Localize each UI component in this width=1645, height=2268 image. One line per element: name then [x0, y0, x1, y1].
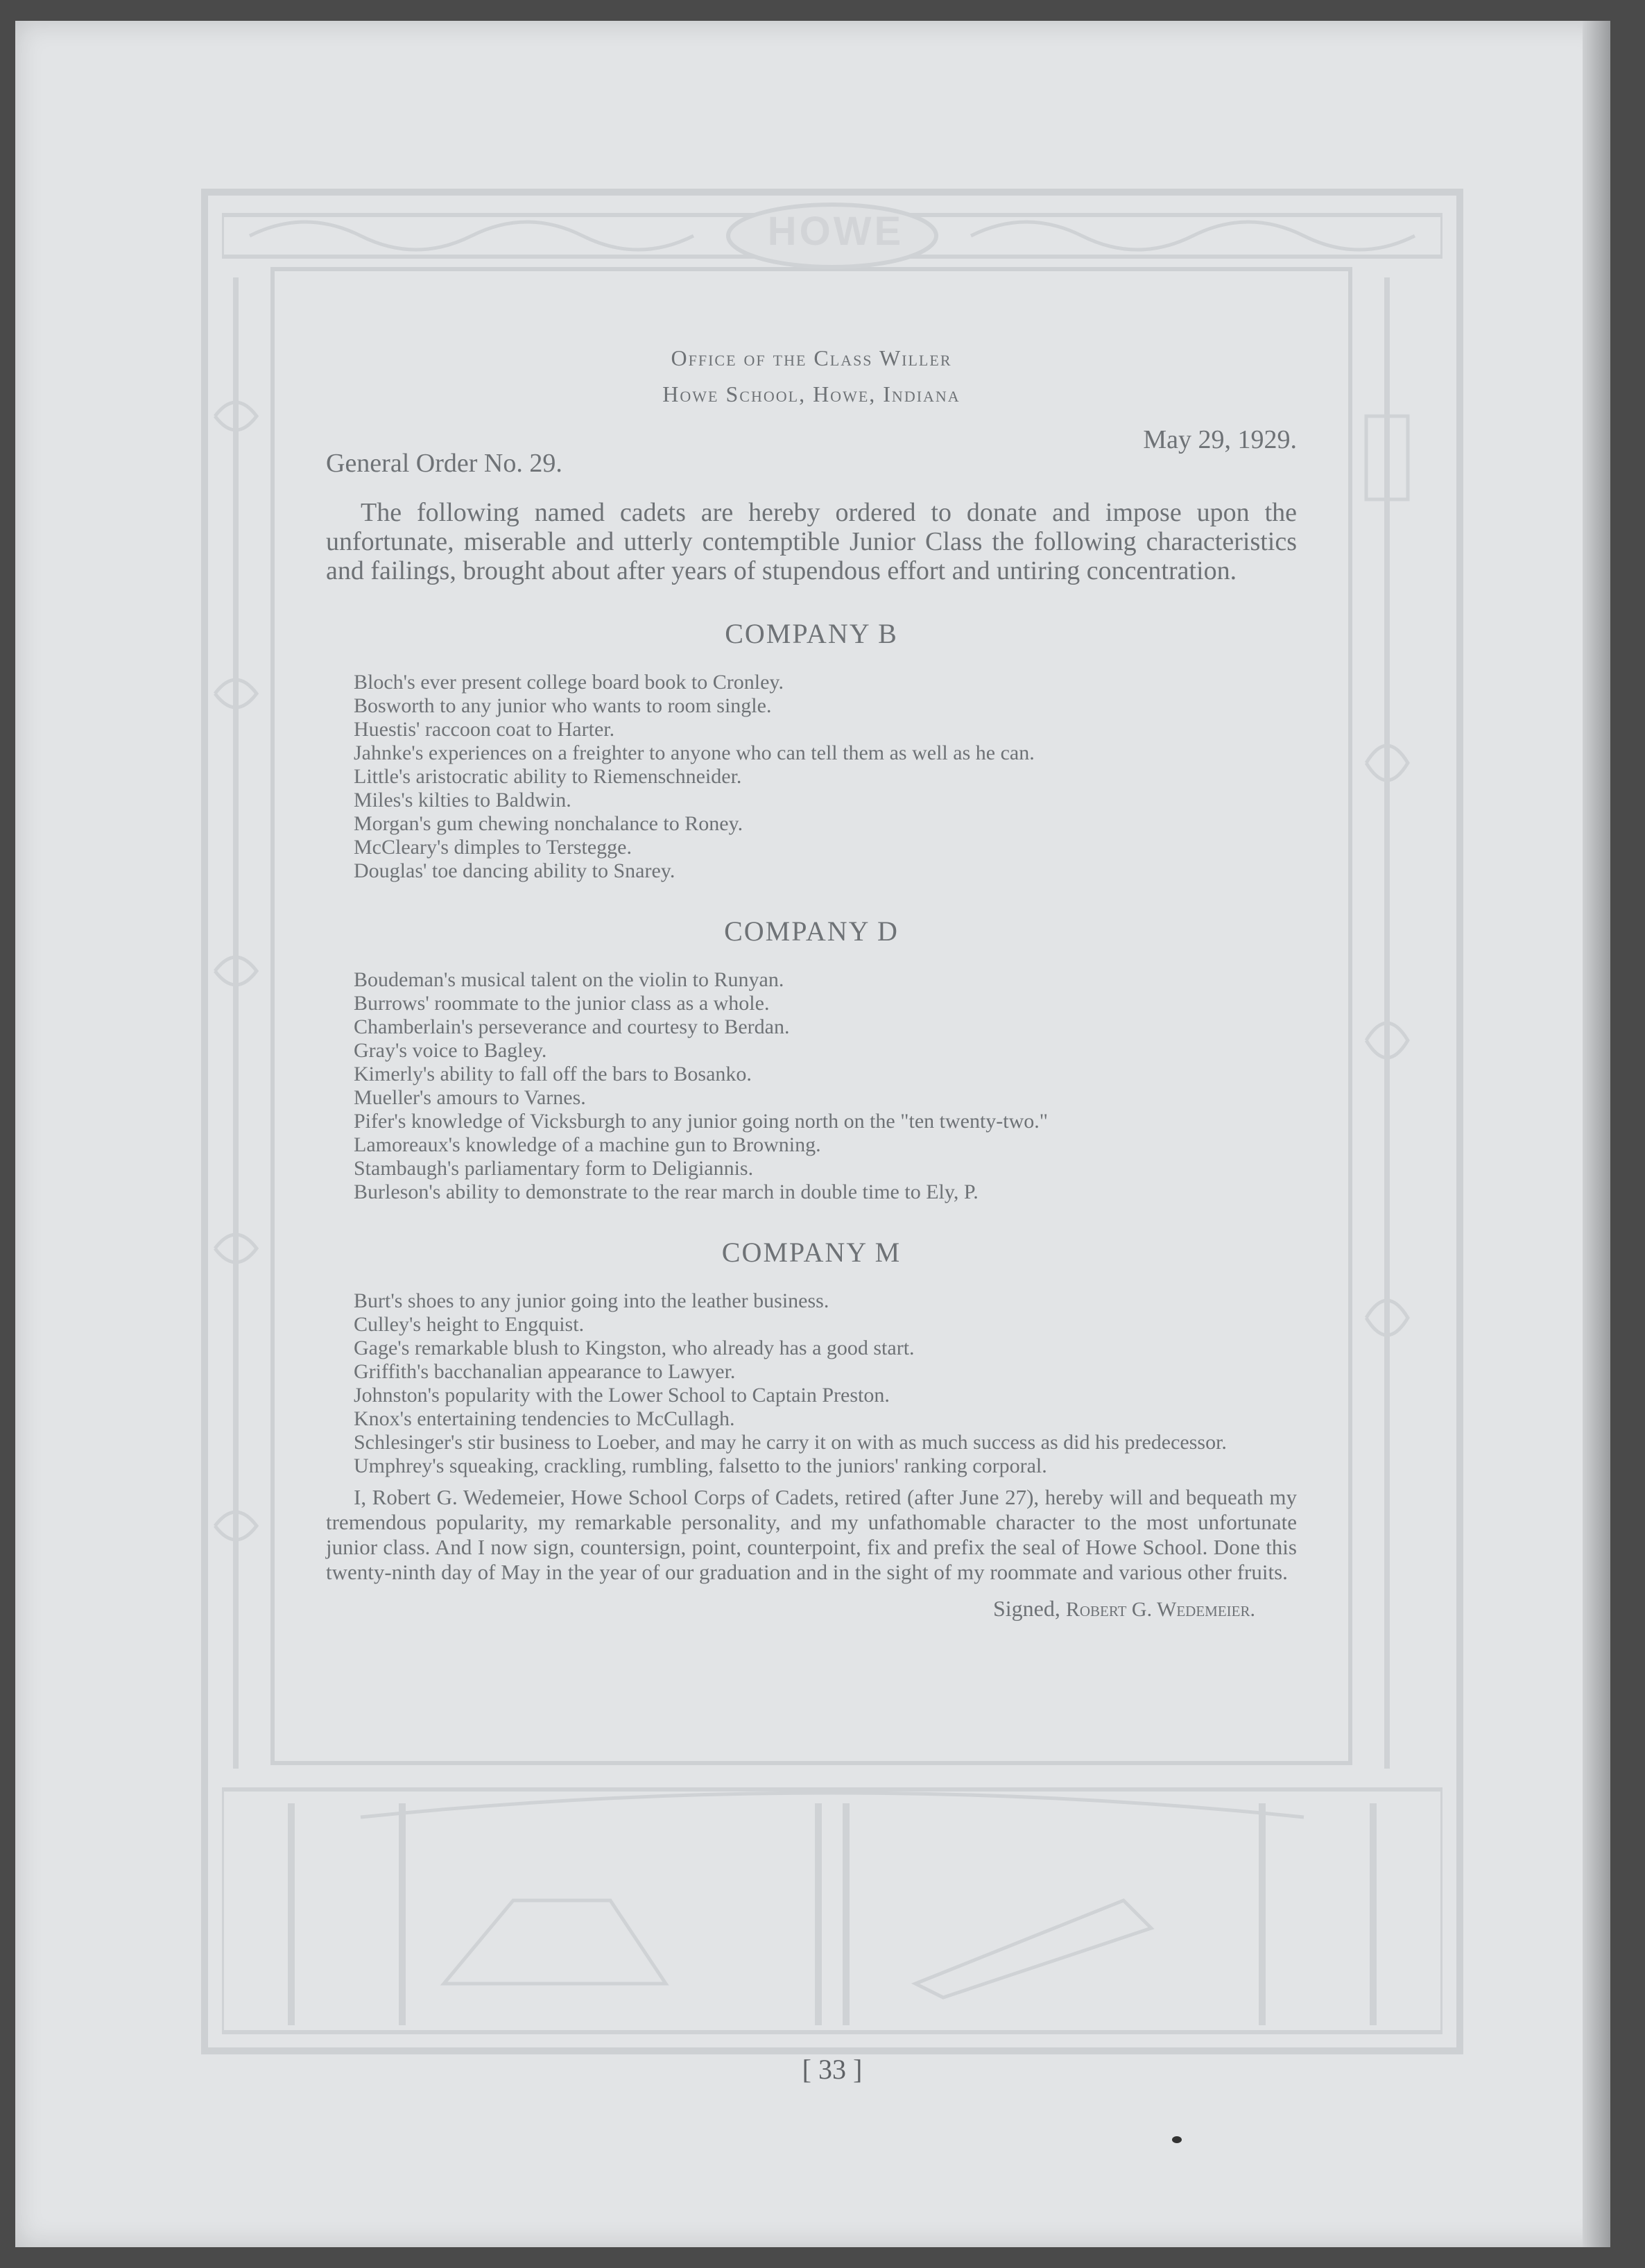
document-body — [326, 340, 1297, 1622]
list-item: Schlesinger's stir business to Loeber, and may he carry it on with as much success as did his predecessor. — [354, 1431, 1227, 1454]
list-item: Burleson's ability to demonstrate to the rear march in double time to Ely, P. — [354, 1180, 979, 1203]
list-item: Umphrey's squeaking, crackling, rumbling, falsetto to the juniors' ranking corporal. — [354, 1454, 1047, 1477]
list-item: Boudeman's musical talent on the violin to Runyan. — [354, 968, 784, 991]
signer-name: Robert G. Wedemeier. — [1065, 1598, 1255, 1621]
list-item: Douglas' toe dancing ability to Snarey. — [354, 859, 675, 882]
list-item: Gray's voice to Bagley. — [354, 1039, 547, 1062]
page-number: [ 33 ] — [802, 2054, 863, 2085]
company-b-title: COMPANY B — [725, 618, 898, 649]
company-m-list — [354, 1289, 1297, 1478]
list-item: Jahnke's experiences on a freighter to anyone who can tell them as well as he can. — [354, 741, 1035, 764]
page-edge — [1583, 21, 1610, 2247]
school-heading: Howe School, Howe, Indiana — [662, 381, 961, 406]
company-b-list — [354, 671, 1297, 883]
bottom-scene-ornament — [222, 1776, 1442, 2046]
left-side-ornament — [208, 277, 264, 1769]
list-item: Bosworth to any junior who wants to room single. — [354, 694, 772, 717]
list-item: Huestis' raccoon coat to Harter. — [354, 718, 615, 741]
list-item: Chamberlain's perseverance and courtesy to Berdan. — [354, 1015, 790, 1038]
list-item: Kimerly's ability to fall off the bars to Bosanko. — [354, 1063, 752, 1085]
company-d-title: COMPANY D — [724, 916, 899, 947]
list-item: Knox's entertaining tendencies to McCullagh. — [354, 1407, 735, 1430]
letter-date: May 29, 1929. — [1143, 425, 1297, 454]
list-item: Johnston's popularity with the Lower School to Captain Preston. — [354, 1384, 890, 1407]
signature-line — [326, 1596, 1255, 1622]
list-item: McCleary's dimples to Terstegge. — [354, 836, 632, 859]
list-item: Miles's kilties to Baldwin. — [354, 789, 571, 811]
list-item: Mueller's amours to Varnes. — [354, 1086, 586, 1109]
order-number: General Order No. 29. — [326, 449, 562, 478]
closing-paragraph: I, Robert G. Wedemeier, Howe School Corps of Cadets, retired (after June 27), hereby will and bequeath my tremendous popularity, my remarkable personality, and my unfathomable character to the most unfortunate junior class. And I now sign, countersign, point, counterpoint, fix and prefix the seal of Howe School. Done this twenty-ninth day of May in the year of our graduation and in the sight of my roommate and various other fruits. — [326, 1485, 1297, 1584]
list-item: Culley's height to Engquist. — [354, 1313, 585, 1336]
office-heading: Office of the Class Willer — [671, 345, 952, 370]
intro-paragraph: The following named cadets are hereby ordered to donate and impose upon the unfortunate, miserable and utterly contemptible Junior Class the following characteristics and failings, brought about after years of stupendous effort and untiring concentration. — [326, 498, 1297, 585]
company-d-list — [354, 968, 1297, 1204]
list-item: Little's aristocratic ability to Riemenschneider. — [354, 765, 742, 788]
list-item: Burrows' roommate to the junior class as a whole. — [354, 992, 770, 1015]
list-item: Bloch's ever present college board book to Cronley. — [354, 671, 784, 694]
signed-prefix: Signed, — [992, 1596, 1060, 1621]
ink-smudge — [1172, 2136, 1182, 2143]
list-item: Burt's shoes to any junior going into the leather business. — [354, 1289, 829, 1312]
list-item: Griffith's bacchanalian appearance to Lawyer. — [354, 1360, 736, 1383]
list-item: Stambaugh's parliamentary form to Deligiannis. — [354, 1157, 754, 1180]
right-side-ornament — [1359, 277, 1415, 1769]
banner-word: HOWE — [767, 209, 904, 254]
company-m-title: COMPANY M — [721, 1237, 902, 1268]
list-item: Lamoreaux's knowledge of a machine gun to Browning. — [354, 1133, 821, 1156]
list-item: Pifer's knowledge of Vicksburgh to any junior going north on the "ten twenty-two." — [354, 1110, 1049, 1133]
list-item: Gage's remarkable blush to Kingston, who already has a good start. — [354, 1337, 915, 1359]
list-item: Morgan's gum chewing nonchalance to Roney. — [354, 812, 743, 835]
